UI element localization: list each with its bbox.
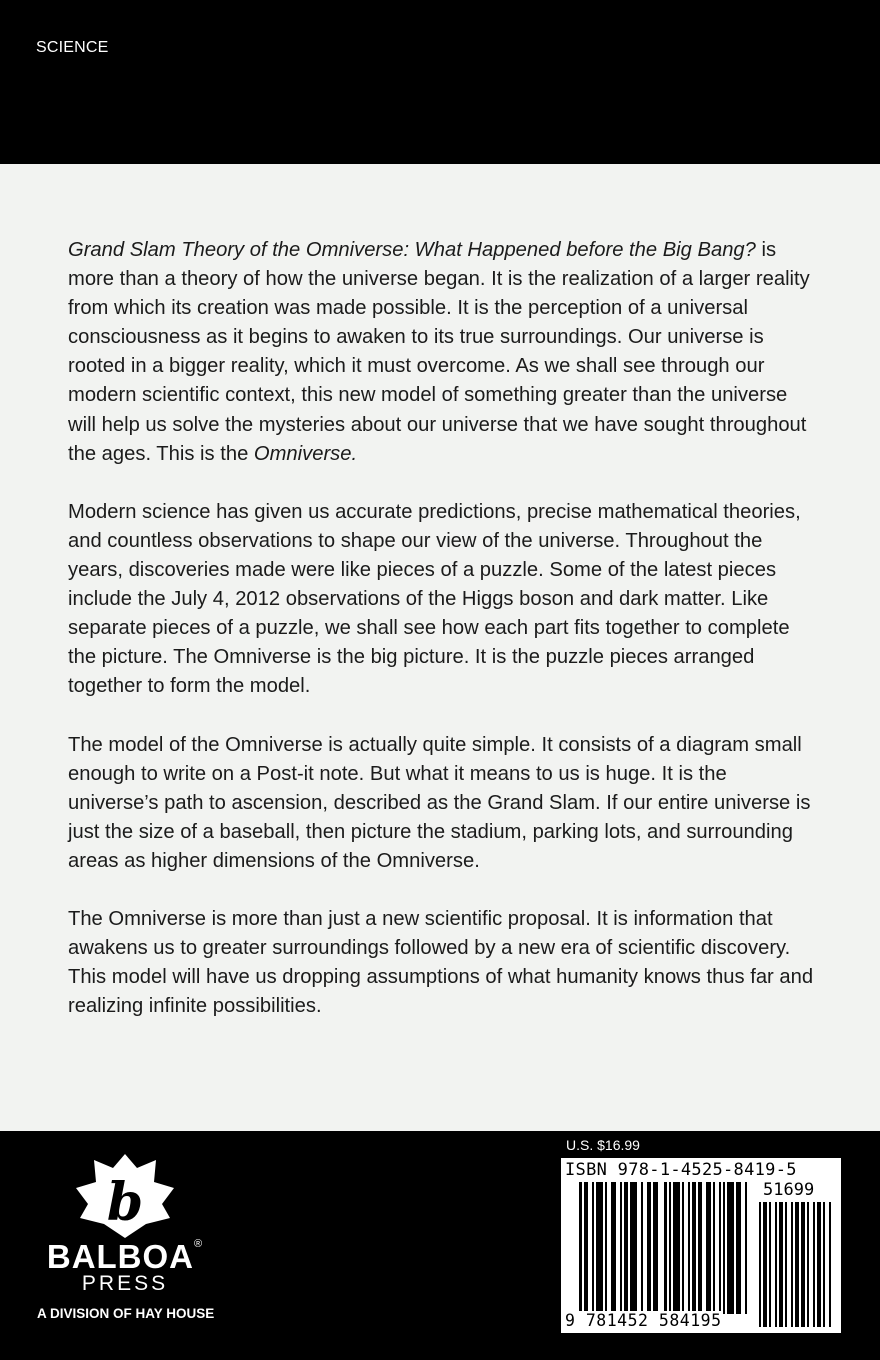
barcode-bar [730,1182,732,1314]
barcode-bar [698,1182,700,1314]
barcode-bar [626,1182,628,1314]
barcode-bar [586,1182,588,1314]
barcode-bar [700,1182,702,1314]
barcode-bar [713,1182,715,1314]
barcode-bar [732,1182,734,1314]
barcode-bar [579,1182,582,1314]
addon-bar [759,1202,761,1327]
addon-bar [803,1202,805,1327]
barcode-bar [600,1182,603,1314]
barcode-bar [605,1182,607,1314]
addon-bar [807,1202,809,1327]
publisher-sub: PRESS [81,1272,169,1295]
addon-bar [785,1202,787,1327]
isbn-text: ISBN 978-1-4525-8419-5 [565,1160,797,1180]
paragraph-1-text: is more than a theory of how the universe began. It is the realization of a larger reality from which its creation was made possible. It is the perception of a universal consciousness as it begins to awaken to its true surroundings. Our universe is rooted in a bigger reality, which it must overcome. As we shall see through our modern scientific context, this new model of something greater than the universe will help us solve the mysteries about our universe that we have sought throughout the ages. This is the [68,239,810,465]
barcode-bar [647,1182,649,1314]
category-label: SCIENCE [36,39,109,56]
barcode-bar [596,1182,598,1314]
barcode-bar [745,1182,747,1314]
barcode-bar [632,1182,635,1314]
lotus-icon [70,1154,180,1240]
barcode-bar [682,1182,684,1314]
publisher-name-text: BALBOA [46,1238,195,1275]
barcode-bar [738,1182,741,1314]
barcode-bar [584,1182,586,1314]
addon-bar [769,1202,771,1327]
barcode [560,1157,842,1334]
barcode-bar [736,1182,738,1314]
barcode-bar [719,1182,721,1314]
barcode-bar [649,1182,651,1314]
barcode-bar [709,1182,711,1314]
barcode-bar [664,1182,667,1314]
price-label: U.S. $16.99 [566,1137,640,1153]
barcode-bar [624,1182,626,1314]
logo-letter: b [106,1172,144,1233]
barcode-bar [620,1182,622,1314]
barcode-bar [635,1182,637,1314]
book-title-italic: Grand Slam Theory of the Omniverse: What Happened before the Big Bang? [68,239,756,261]
addon-bar [817,1202,819,1327]
addon-bar [823,1202,825,1327]
barcode-bar [611,1182,614,1314]
addon-bar [829,1202,831,1327]
barcode-bar [598,1182,600,1314]
barcode-bar [706,1182,709,1314]
omniverse-italic: Omniverse. [253,442,358,465]
back-cover-description [68,236,820,1051]
barcode-bar [653,1182,656,1314]
addon-bar [781,1202,783,1327]
barcode-bar [673,1182,675,1314]
paragraph-3: The model of the Omniverse is actually quite simple. It consists of a diagram small enough to write on a Post-it note. But what it means to us is huge. It is the universe’s path to ascension, described as the Grand Slam. If our entire universe is just the size of a baseball, then picture the stadium, parking lots, and surrounding areas as higher dimensions of the Omniverse. [68,733,811,872]
addon-bar [763,1202,765,1327]
addon-bar [779,1202,781,1327]
barcode-bar [692,1182,694,1314]
addon-bar [765,1202,767,1327]
barcode-bar [727,1182,730,1314]
barcode-bar [694,1182,696,1314]
top-band [0,0,880,164]
addon-bar [795,1202,797,1327]
addon-bar [813,1202,815,1327]
addon-number: 51699 [763,1180,815,1200]
paragraph-4: The Omniverse is more than just a new scientific proposal. It is information that awakens us to greater surroundings followed by a new era of scientific discovery. This model will have us dropping assumptions of what humanity knows thus far and realizing infinite possibilities. [68,908,814,1018]
publisher-name [30,1238,220,1276]
addon-bar [797,1202,799,1327]
barcode-bar [592,1182,594,1314]
addon-bar [791,1202,793,1327]
barcode-bar [656,1182,658,1314]
barcode-bar [688,1182,690,1314]
barcode-bar [614,1182,616,1314]
publisher-logo [30,1150,220,1340]
barcode-bar [675,1182,678,1314]
publisher-division: A DIVISION OF HAY HOUSE [37,1306,215,1321]
registered-mark: ® [194,1238,204,1250]
addon-bar [775,1202,777,1327]
barcode-bar [678,1182,680,1314]
addon-bar [801,1202,803,1327]
paragraph-1 [68,236,820,469]
barcode-bar [630,1182,632,1314]
paragraph-2: Modern science has given us accurate predictions, precise mathematical theories, and countless observations to shape our view of the universe. Throughout the years, discoveries made were like pieces of a puzzle. Some of the latest pieces include the July 4, 2012 observations of the Higgs boson and dark matter. Like separate pieces of a puzzle, we shall see how each part fits together to complete the picture. The Omniverse is the big picture. It is the puzzle pieces arranged together to form the model. [68,500,801,698]
ean-number: 9 781452 584195 [565,1311,722,1330]
barcode-bar [669,1182,671,1314]
barcode-bar [641,1182,643,1314]
barcode-bar [723,1182,725,1314]
addon-bar [819,1202,821,1327]
